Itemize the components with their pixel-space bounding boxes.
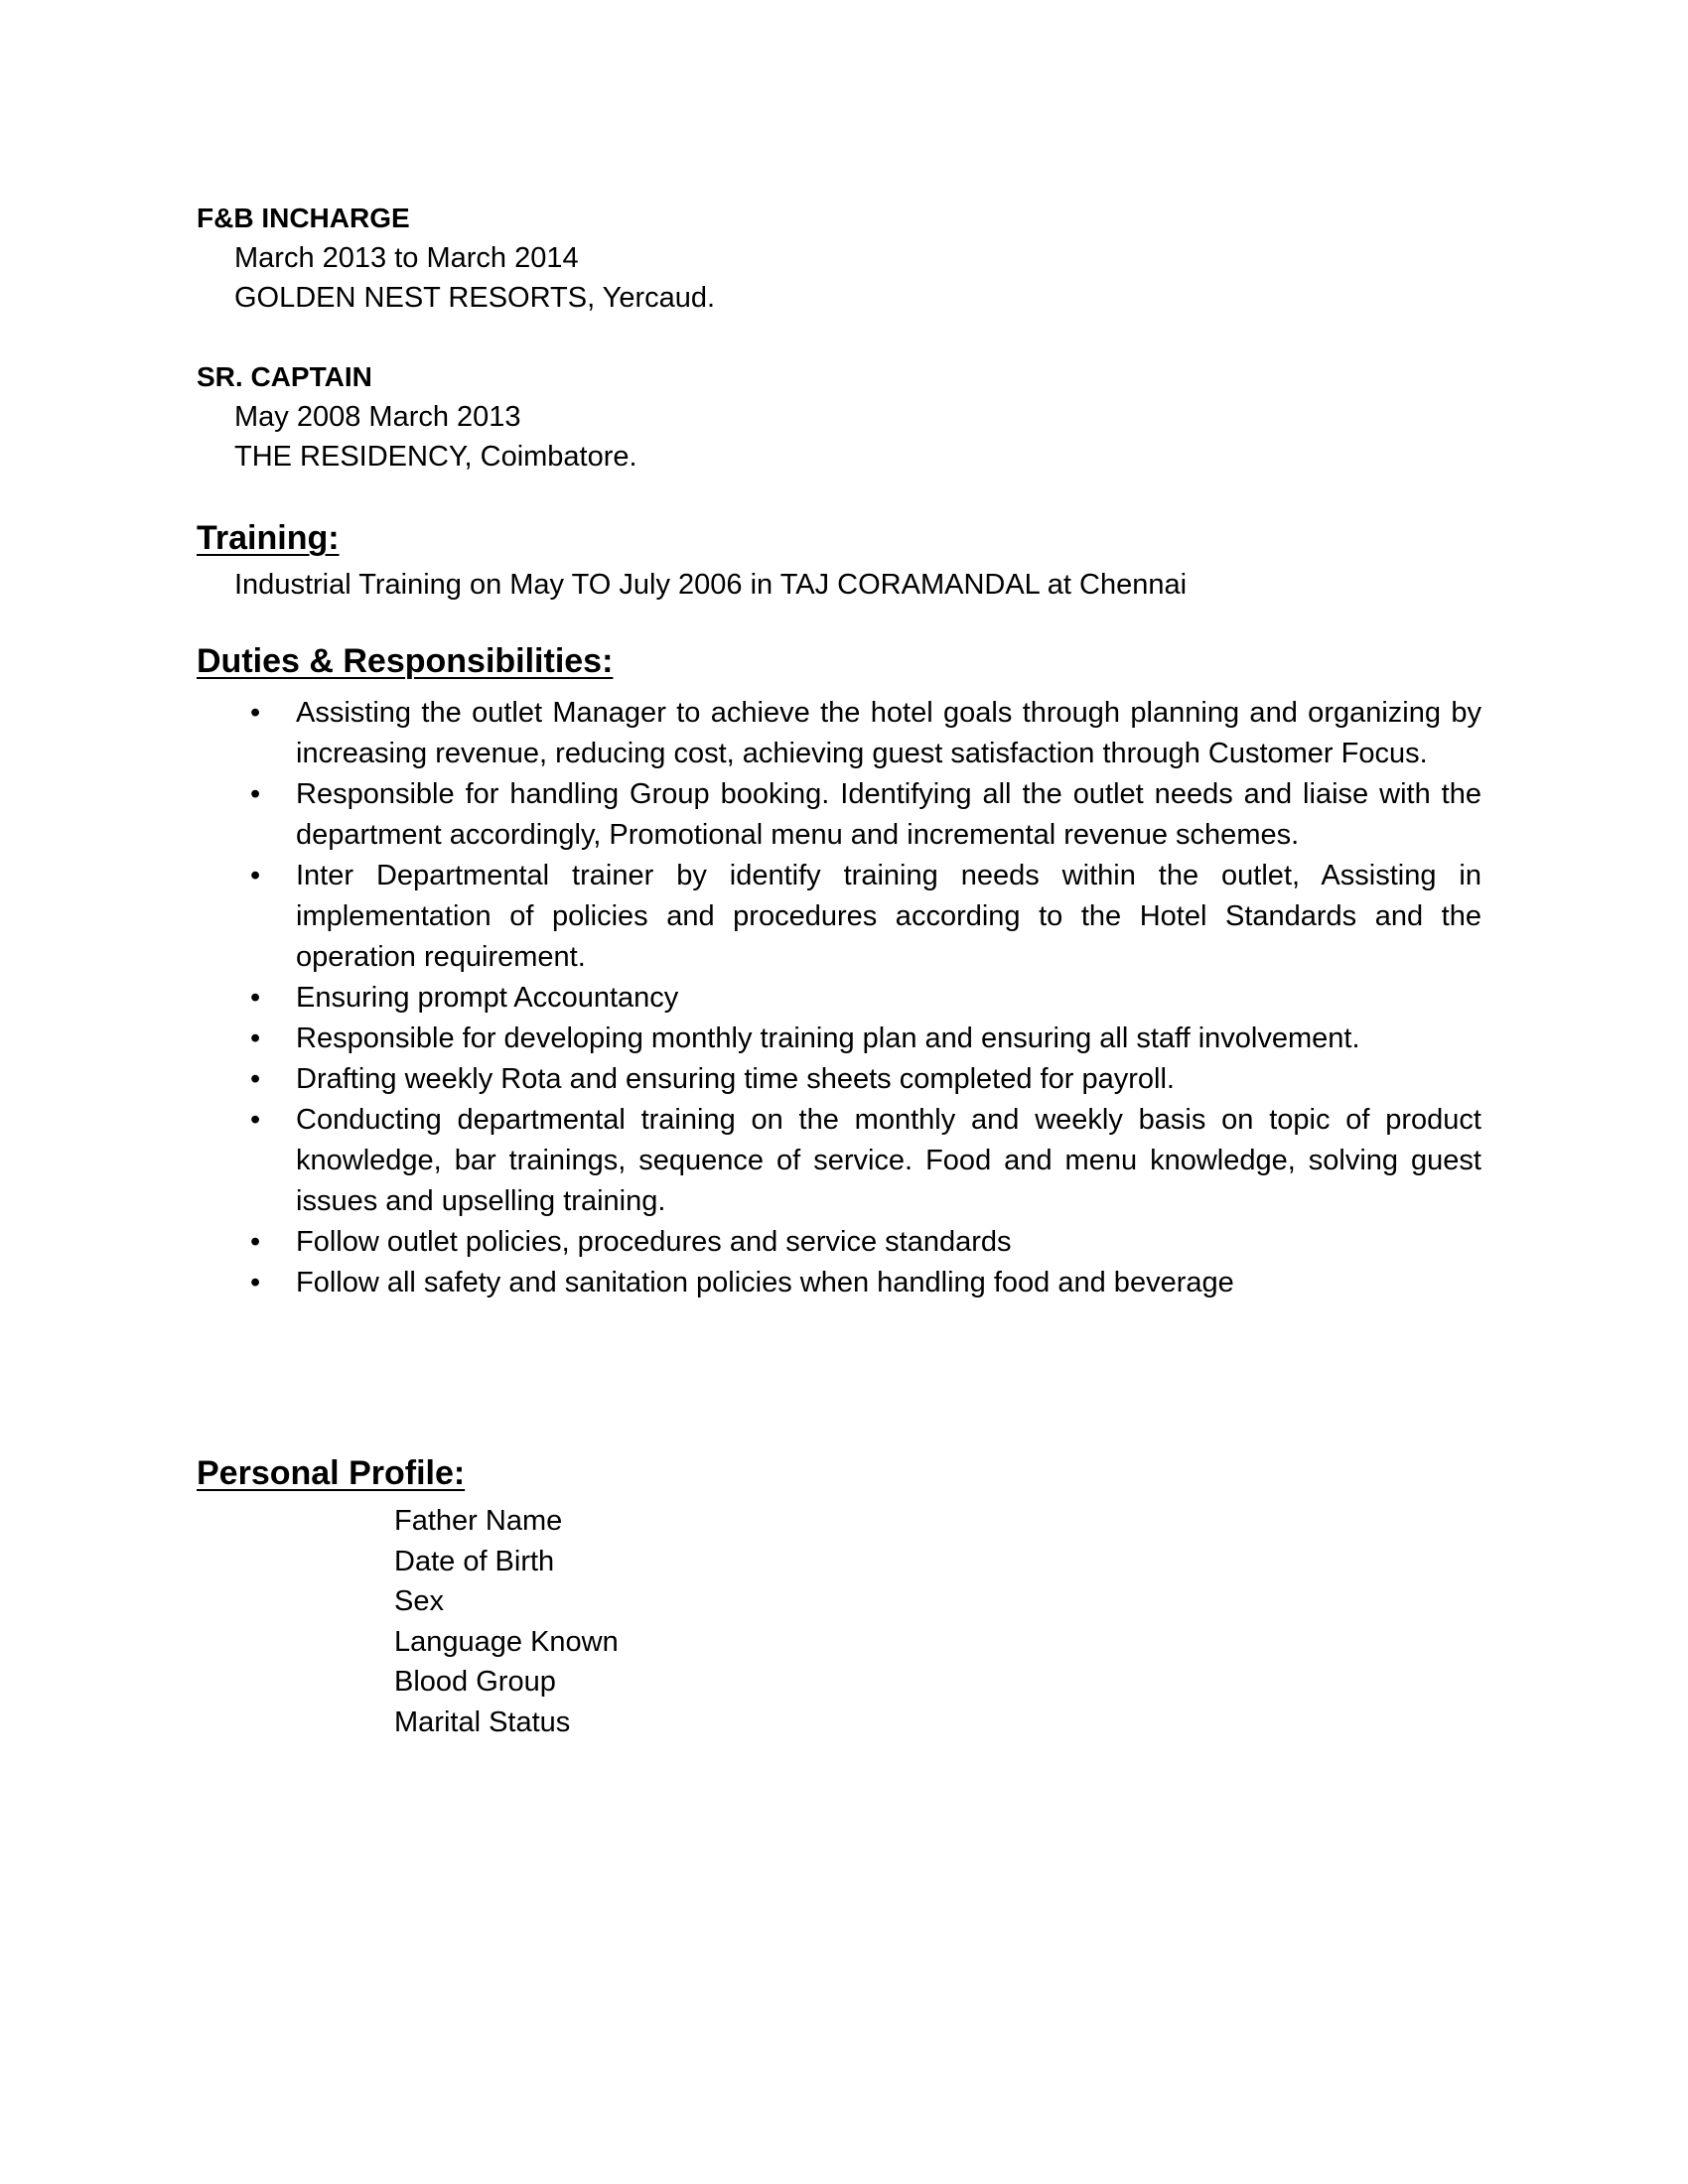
duty-text: Ensuring prompt Accountancy [296,982,679,1014]
job-title-fb-incharge: F&B INCHARGE [197,203,410,233]
personal-profile-fields [394,1501,619,1742]
profile-field-date-of-birth: Date of Birth [394,1545,555,1577]
list-item [250,1059,1481,1100]
profile-field-marital-status: Marital Status [394,1706,571,1738]
bullet-icon: • [250,1104,261,1136]
bullet-icon: • [250,1023,261,1054]
list-item [250,856,1481,978]
personal-profile-heading: Personal Profile: [197,1454,466,1492]
bullet-icon: • [250,697,261,729]
list-item [250,1019,1481,1059]
job-employer: GOLDEN NEST RESORTS, Yercaud. [234,282,716,314]
list-item [250,1222,1481,1263]
list-item [250,693,1481,774]
bullet-icon: • [250,778,261,810]
duty-text: Assisting the outlet Manager to achieve the hotel goals through planning and organizing by increasing revenue, reducing cost, achieving guest satisfaction through Customer Focus. [296,697,1481,769]
duty-text: Responsible for handling Group booking. Identifying all the outlet needs and liaise with the department accordingly, Promotional menu and incremental revenue schemes. [296,778,1481,851]
list-item [250,1263,1481,1303]
job-period: May 2008 March 2013 [234,401,521,433]
bullet-icon: • [250,1226,261,1258]
profile-field-blood-group: Blood Group [394,1666,556,1698]
bullet-icon: • [250,860,261,891]
duty-text: Drafting weekly Rota and ensuring time sheets completed for payroll. [296,1063,1175,1095]
job-employer: THE RESIDENCY, Coimbatore. [234,441,637,473]
duty-text: Responsible for developing monthly training plan and ensuring all staff involvement. [296,1023,1360,1054]
bullet-icon: • [250,1267,261,1298]
list-item [250,774,1481,856]
duty-text: Follow outlet policies, procedures and service standards [296,1226,1012,1258]
bullet-icon: • [250,1063,261,1095]
job-title-sr-captain: SR. CAPTAIN [197,361,372,392]
profile-field-language-known: Language Known [394,1625,619,1658]
training-text: Industrial Training on May TO July 2006 in TAJ CORAMANDAL at Chennai [234,569,1188,601]
duty-text: Follow all safety and sanitation policies when handling food and beverage [296,1267,1234,1298]
duties-heading: Duties & Responsibilities: [197,642,614,680]
bullet-icon: • [250,982,261,1014]
list-item [250,1100,1481,1222]
profile-field-sex: Sex [394,1585,444,1617]
list-item [250,978,1481,1019]
job-period: March 2013 to March 2014 [234,242,579,274]
profile-field-father-name: Father Name [394,1505,563,1537]
duty-text: Conducting departmental training on the monthly and weekly basis on topic of product knowledge, bar trainings, sequence of service. Food and menu knowledge, solving guest issues and upselling training. [296,1104,1481,1217]
training-heading: Training: [197,519,340,557]
duties-list [250,693,1481,1303]
duty-text: Inter Departmental trainer by identify training needs within the outlet, Assisting in implementation of policies and procedures according to the Hotel Standards and the operation requirement. [296,860,1481,973]
